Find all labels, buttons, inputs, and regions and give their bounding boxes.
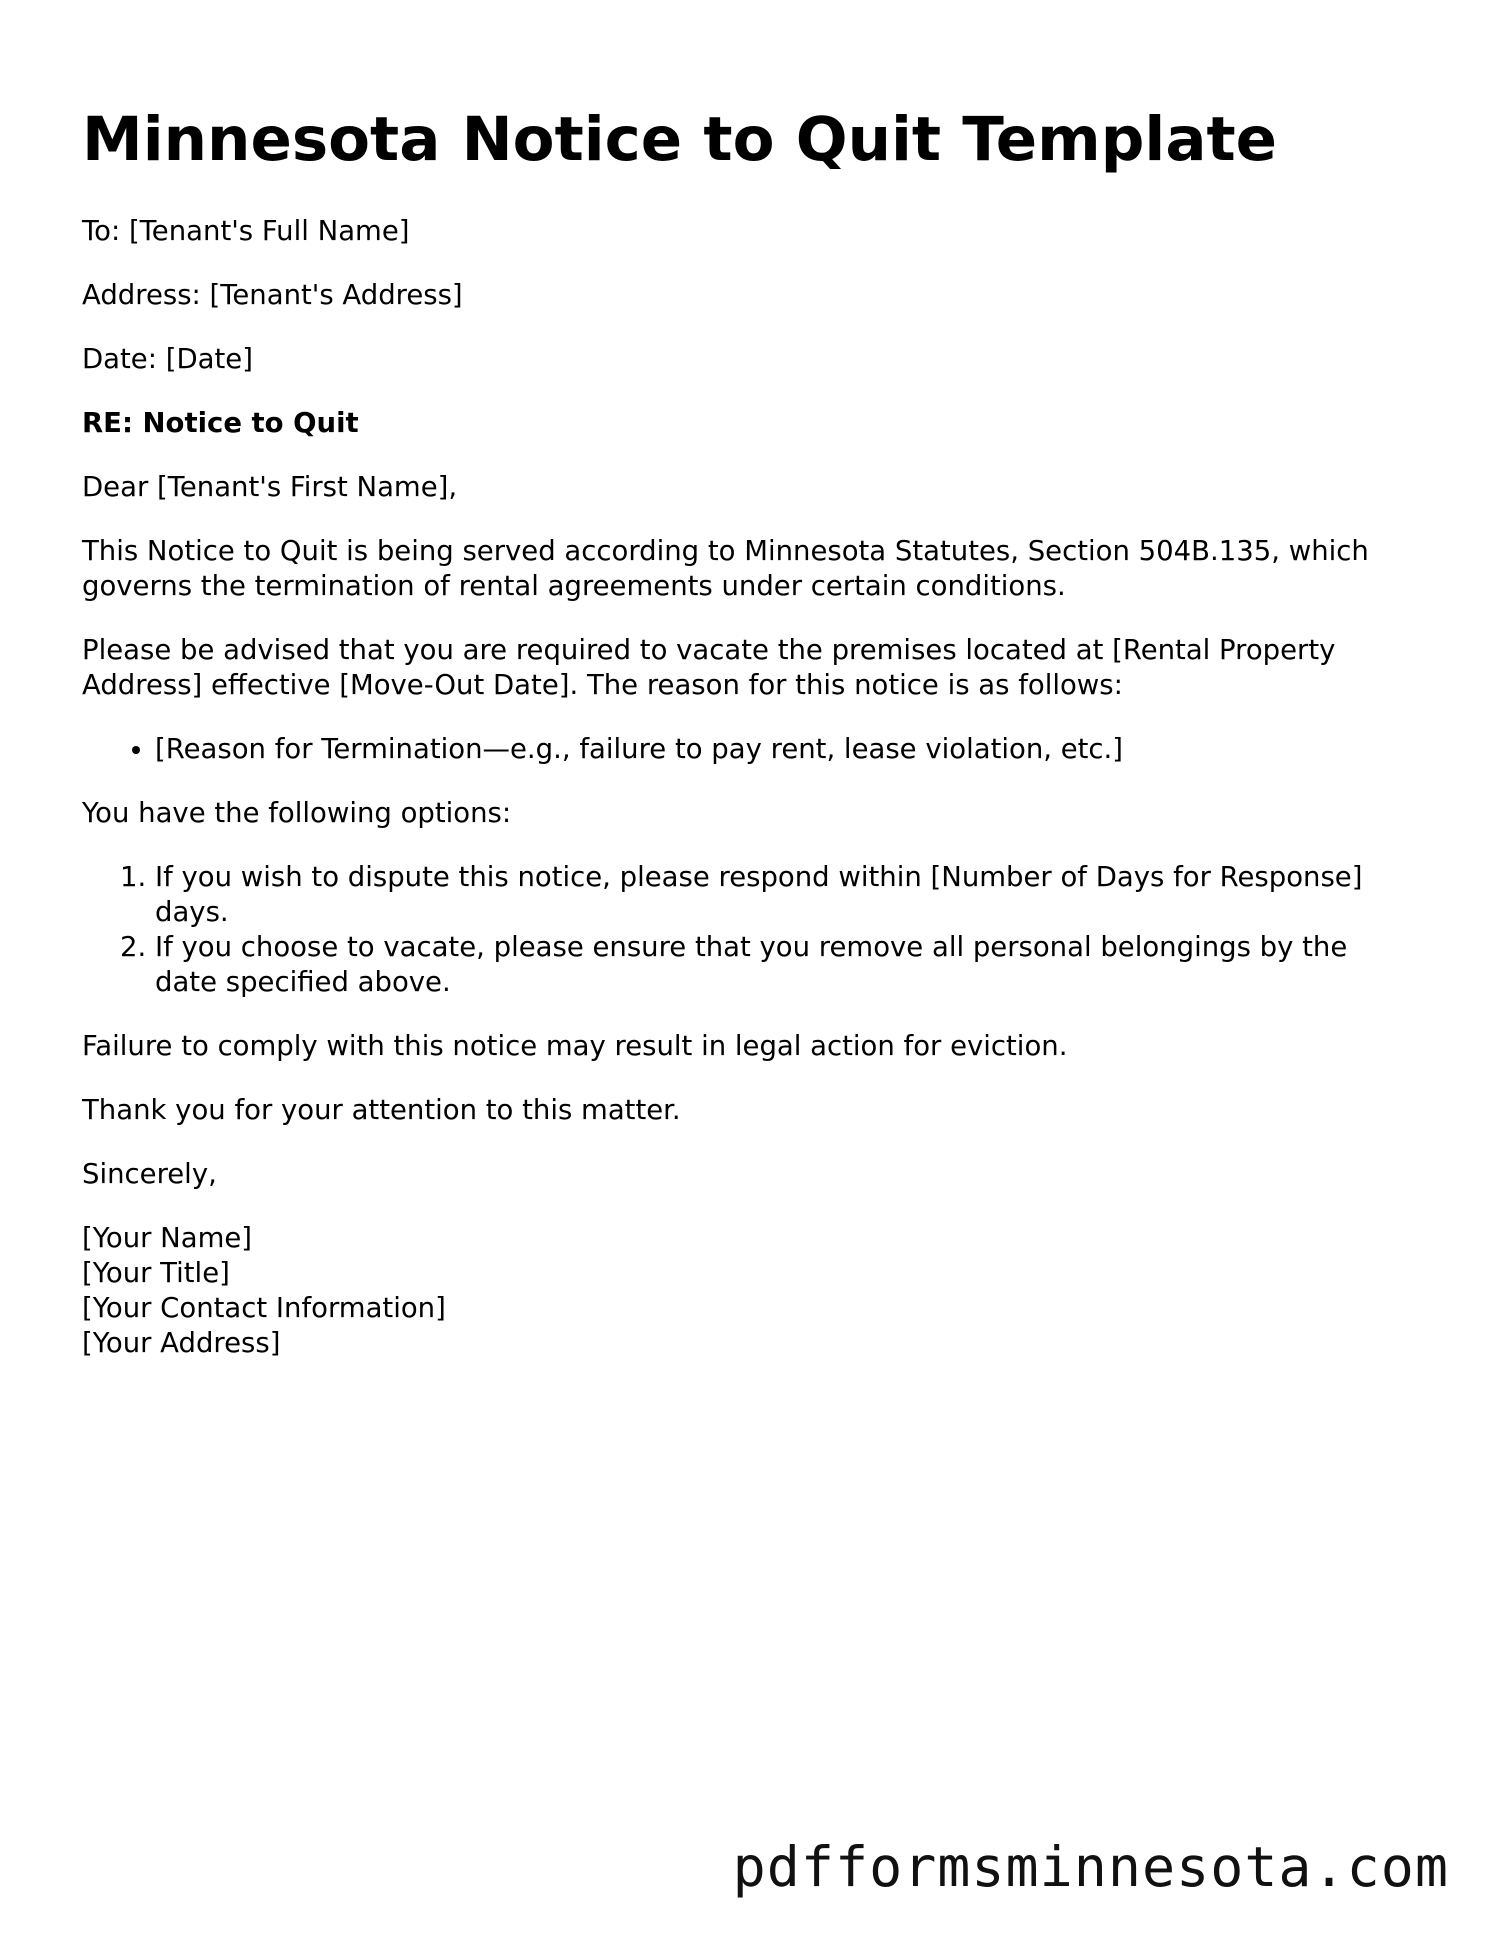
document-body bbox=[82, 214, 1412, 1361]
paragraph-vacate: Please be advised that you are required to vacate the premises located at [Rental Property Address] effective [Move-Out Date]. The reason for this notice is as follows: bbox=[82, 634, 1336, 701]
address-line: Address: [Tenant's Address] bbox=[82, 279, 463, 311]
document-title: Minnesota Notice to Quit Template bbox=[82, 104, 1278, 175]
signature-name: [Your Name] bbox=[82, 1222, 253, 1254]
signature-address: [Your Address] bbox=[82, 1327, 281, 1359]
option-item: 1. If you wish to dispute this notice, please respond within [Number of Days for Response] days. bbox=[155, 860, 1412, 930]
salutation: Dear [Tenant's First Name], bbox=[82, 471, 458, 503]
date-line: Date: [Date] bbox=[82, 343, 253, 375]
re-line: RE: Notice to Quit bbox=[82, 407, 359, 439]
paragraph-thanks: Thank you for your attention to this matter. bbox=[82, 1094, 681, 1126]
signature-title: [Your Title] bbox=[82, 1257, 230, 1289]
signature-contact: [Your Contact Information] bbox=[82, 1292, 446, 1324]
site-watermark: pdfformsminnesota.com bbox=[732, 1835, 1449, 1899]
options-list bbox=[82, 860, 1412, 1000]
reasons-list bbox=[82, 732, 1412, 767]
closing: Sincerely, bbox=[82, 1158, 217, 1190]
reason-item: • [Reason for Termination—e.g., failure to pay rent, lease violation, etc.] bbox=[155, 732, 1412, 767]
to-line: To: [Tenant's Full Name] bbox=[82, 215, 410, 247]
options-intro: You have the following options: bbox=[82, 797, 512, 829]
option-item: 2. If you choose to vacate, please ensure that you remove all personal belongings by the date specified above. bbox=[155, 930, 1412, 1000]
paragraph-warning: Failure to comply with this notice may result in legal action for eviction. bbox=[82, 1030, 1068, 1062]
paragraph-statute: This Notice to Quit is being served according to Minnesota Statutes, Section 504B.135, which governs the termination of rental agreements under certain conditions. bbox=[82, 535, 1369, 602]
signature-block bbox=[82, 1221, 1412, 1361]
